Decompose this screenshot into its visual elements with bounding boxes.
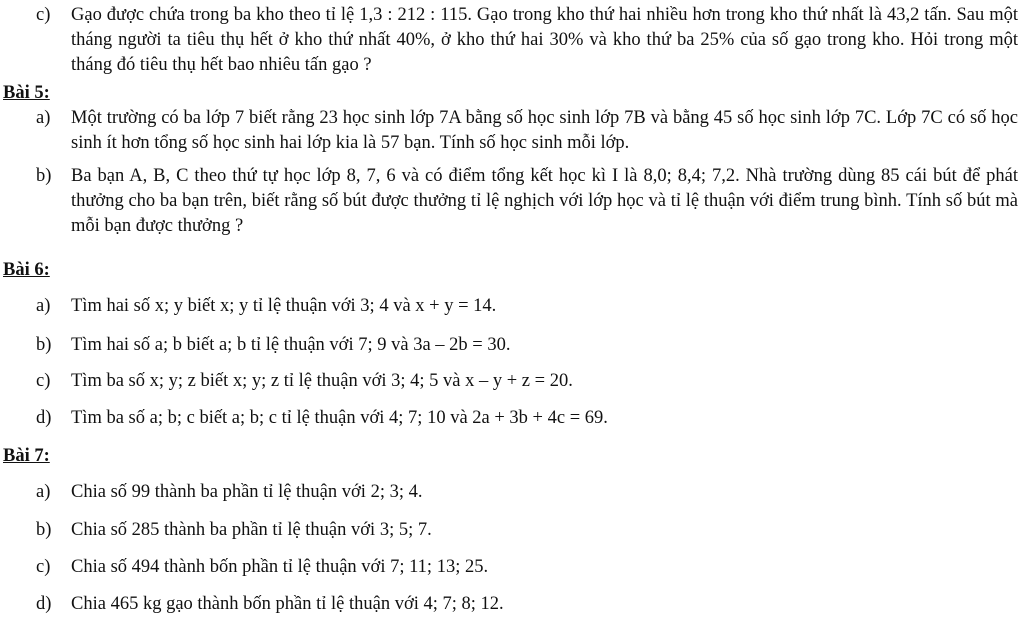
exercise-item-6d	[36, 406, 1018, 431]
exercise-item-7a	[36, 480, 1018, 505]
item-text: Tìm hai số a; b biết a; b tỉ lệ thuận với 7; 9 và 3a – 2b = 30.	[71, 335, 511, 355]
exercise-item-5b	[36, 164, 1018, 239]
item-text: Chia số 285 thành ba phần tỉ lệ thuận với 3; 5; 7.	[71, 520, 432, 540]
item-label: a)	[36, 296, 51, 316]
exercise-item-7d	[36, 592, 1018, 617]
item-label: d)	[36, 594, 52, 614]
item-label: c)	[36, 557, 51, 577]
item-label: c)	[36, 371, 51, 391]
exercise-item-7c	[36, 555, 1018, 580]
exercise-item-6c	[36, 369, 1018, 394]
item-label: c)	[36, 5, 51, 25]
heading-bai-5: Bài 5:	[3, 83, 50, 103]
item-text: Gạo được chứa trong ba kho theo tỉ lệ 1,3 : 212 : 115. Gạo trong kho thứ hai nhiều hơn trong kho thứ nhất là 43,2 tấn. Sau một tháng người ta tiêu thụ hết ở kho thứ nhất 40%, ở kho thứ hai 30% và kho thứ ba 25% của số gạo trong kho. Hỏi trong một tháng đó tiêu thụ hết bao nhiêu tấn gạo ?	[71, 5, 1018, 75]
item-label: d)	[36, 408, 52, 428]
exercise-item-5a	[36, 106, 1018, 156]
item-label: b)	[36, 166, 52, 186]
item-text: Chia số 494 thành bốn phần tỉ lệ thuận với 7; 11; 13; 25.	[71, 557, 489, 577]
item-text: Tìm hai số x; y biết x; y tỉ lệ thuận với 3; 4 và x + y = 14.	[71, 296, 497, 316]
exercise-item-7b	[36, 518, 1018, 543]
item-text: Chia số 99 thành ba phần tỉ lệ thuận với 2; 3; 4.	[71, 482, 423, 502]
item-label: b)	[36, 335, 52, 355]
item-label: a)	[36, 482, 51, 502]
item-text: Tìm ba số x; y; z biết x; y; z tỉ lệ thuận với 3; 4; 5 và x – y + z = 20.	[71, 371, 573, 391]
item-text: Chia 465 kg gạo thành bốn phần tỉ lệ thuận với 4; 7; 8; 12.	[71, 594, 504, 614]
exercise-item-6a	[36, 294, 1018, 319]
heading-bai-6: Bài 6:	[3, 260, 50, 280]
item-label: a)	[36, 108, 51, 128]
exercise-item-c	[36, 3, 1018, 78]
item-text: Ba bạn A, B, C theo thứ tự học lớp 8, 7, 6 và có điểm tổng kết học kì I là 8,0; 8,4; 7,2. Nhà trường dùng 85 cái bút để phát thưởng cho ba bạn trên, biết rằng số bút được thưởng tỉ lệ nghịch với lớp học và tỉ lệ thuận với điểm trung bình. Tính số bút mà mỗi bạn được thưởng ?	[71, 166, 1018, 236]
item-label: b)	[36, 520, 52, 540]
item-text: Tìm ba số a; b; c biết a; b; c tỉ lệ thuận với 4; 7; 10 và 2a + 3b + 4c = 69.	[71, 408, 608, 428]
heading-bai-7: Bài 7:	[3, 446, 50, 466]
exercise-item-6b	[36, 333, 1018, 358]
item-text: Một trường có ba lớp 7 biết rằng 23 học sinh lớp 7A bằng số học sinh lớp 7B và bằng 45 số học sinh lớp 7C. Lớp 7C có số học sinh ít hơn tổng số học sinh hai lớp kia là 57 bạn. Tính số học sinh mỗi lớp.	[71, 108, 1018, 153]
